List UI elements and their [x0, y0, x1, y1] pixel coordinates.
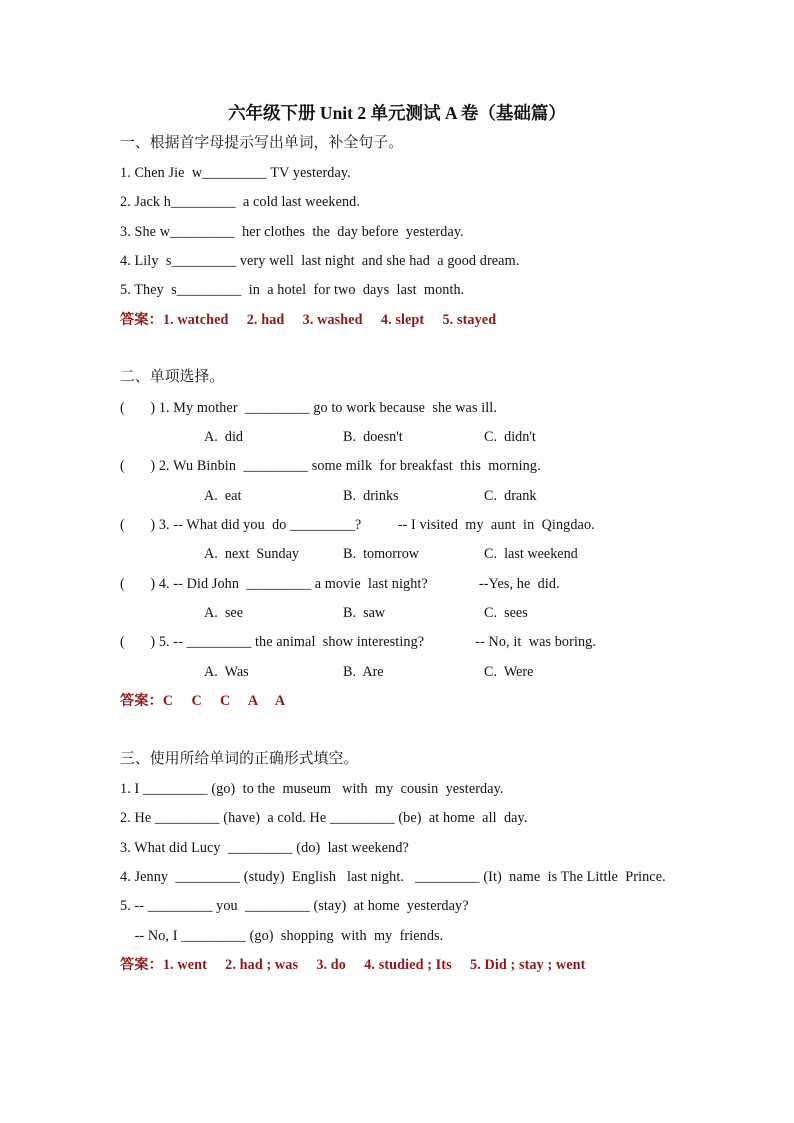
- section2-q1-option-c: C. didn't: [484, 429, 536, 445]
- section1-answer: 答案：1. watched 2. had 3. washed 4. slept 5. stayed: [120, 312, 497, 328]
- section2-q2-option-a: A. eat: [204, 488, 242, 504]
- section2-q1-option-a: A. did: [204, 429, 244, 445]
- section2-question-2: ( ) 2. Wu Binbin _________ some milk for breakfast this morning.: [120, 458, 541, 474]
- section2-q5-option-a: A. Was: [204, 664, 249, 680]
- section3-item-5: 5. -- _________ you _________ (stay) at home yesterday?: [120, 898, 469, 914]
- section2-heading: 二、单项选择。: [120, 369, 225, 385]
- section3-item-5-reply: -- No, I _________ (go) shopping with my friends.: [120, 928, 444, 944]
- section2-q2-option-c: C. drank: [484, 488, 537, 504]
- section1-item-4: 4. Lily s_________ very well last night and she had a good dream.: [120, 253, 520, 269]
- section3-item-1: 1. I _________ (go) to the museum with my cousin yesterday.: [120, 781, 504, 797]
- section2-q2-option-b: B. drinks: [343, 488, 399, 504]
- section2-question-5: ( ) 5. -- _________ the animal show interesting? -- No, it was boring.: [120, 634, 597, 650]
- section2-question-4: ( ) 4. -- Did John _________ a movie last night? --Yes, he did.: [120, 576, 560, 592]
- section2-q3-option-c: C. last weekend: [484, 546, 578, 562]
- page-title: 六年级下册 Unit 2 单元测试 A 卷（基础篇）: [228, 103, 566, 123]
- section2-q3-option-b: B. tomorrow: [343, 546, 420, 562]
- section1-heading: 一、根据首字母提示写出单词，补全句子。: [120, 135, 404, 151]
- section2-q4-option-c: C. sees: [484, 605, 528, 621]
- section2-q1-option-b: B. doesn't: [343, 429, 403, 445]
- section3-item-3: 3. What did Lucy _________ (do) last weekend?: [120, 840, 409, 856]
- section3-answer: 答案：1. went 2. had ; was 3. do 4. studied ; Its 5. Did ; stay ; went: [120, 957, 586, 973]
- section2-q3-option-a: A. next Sunday: [204, 546, 299, 562]
- section2-q4-option-a: A. see: [204, 605, 244, 621]
- section2-answer: 答案：C C C A A: [120, 693, 286, 709]
- section2-question-1: ( ) 1. My mother _________ go to work because she was ill.: [120, 400, 497, 416]
- section3-heading: 三、使用所给单词的正确形式填空。: [120, 751, 359, 767]
- section1-item-3: 3. She w_________ her clothes the day before yesterday.: [120, 224, 464, 240]
- section2-question-3: ( ) 3. -- What did you do _________? -- I visited my aunt in Qingdao.: [120, 517, 595, 533]
- section3-item-4: 4. Jenny _________ (study) English last night. _________ (It) name is The Little Prince.: [120, 869, 666, 885]
- section1-item-5: 5. They s_________ in a hotel for two days last month.: [120, 282, 465, 298]
- section2-q5-option-c: C. Were: [484, 664, 534, 680]
- section1-item-1: 1. Chen Jie w_________ TV yesterday.: [120, 165, 351, 181]
- section2-q5-option-b: B. Are: [343, 664, 384, 680]
- section2-q4-option-b: B. saw: [343, 605, 386, 621]
- section1-item-2: 2. Jack h_________ a cold last weekend.: [120, 194, 361, 210]
- section3-item-2: 2. He _________ (have) a cold. He _________ (be) at home all day.: [120, 810, 528, 826]
